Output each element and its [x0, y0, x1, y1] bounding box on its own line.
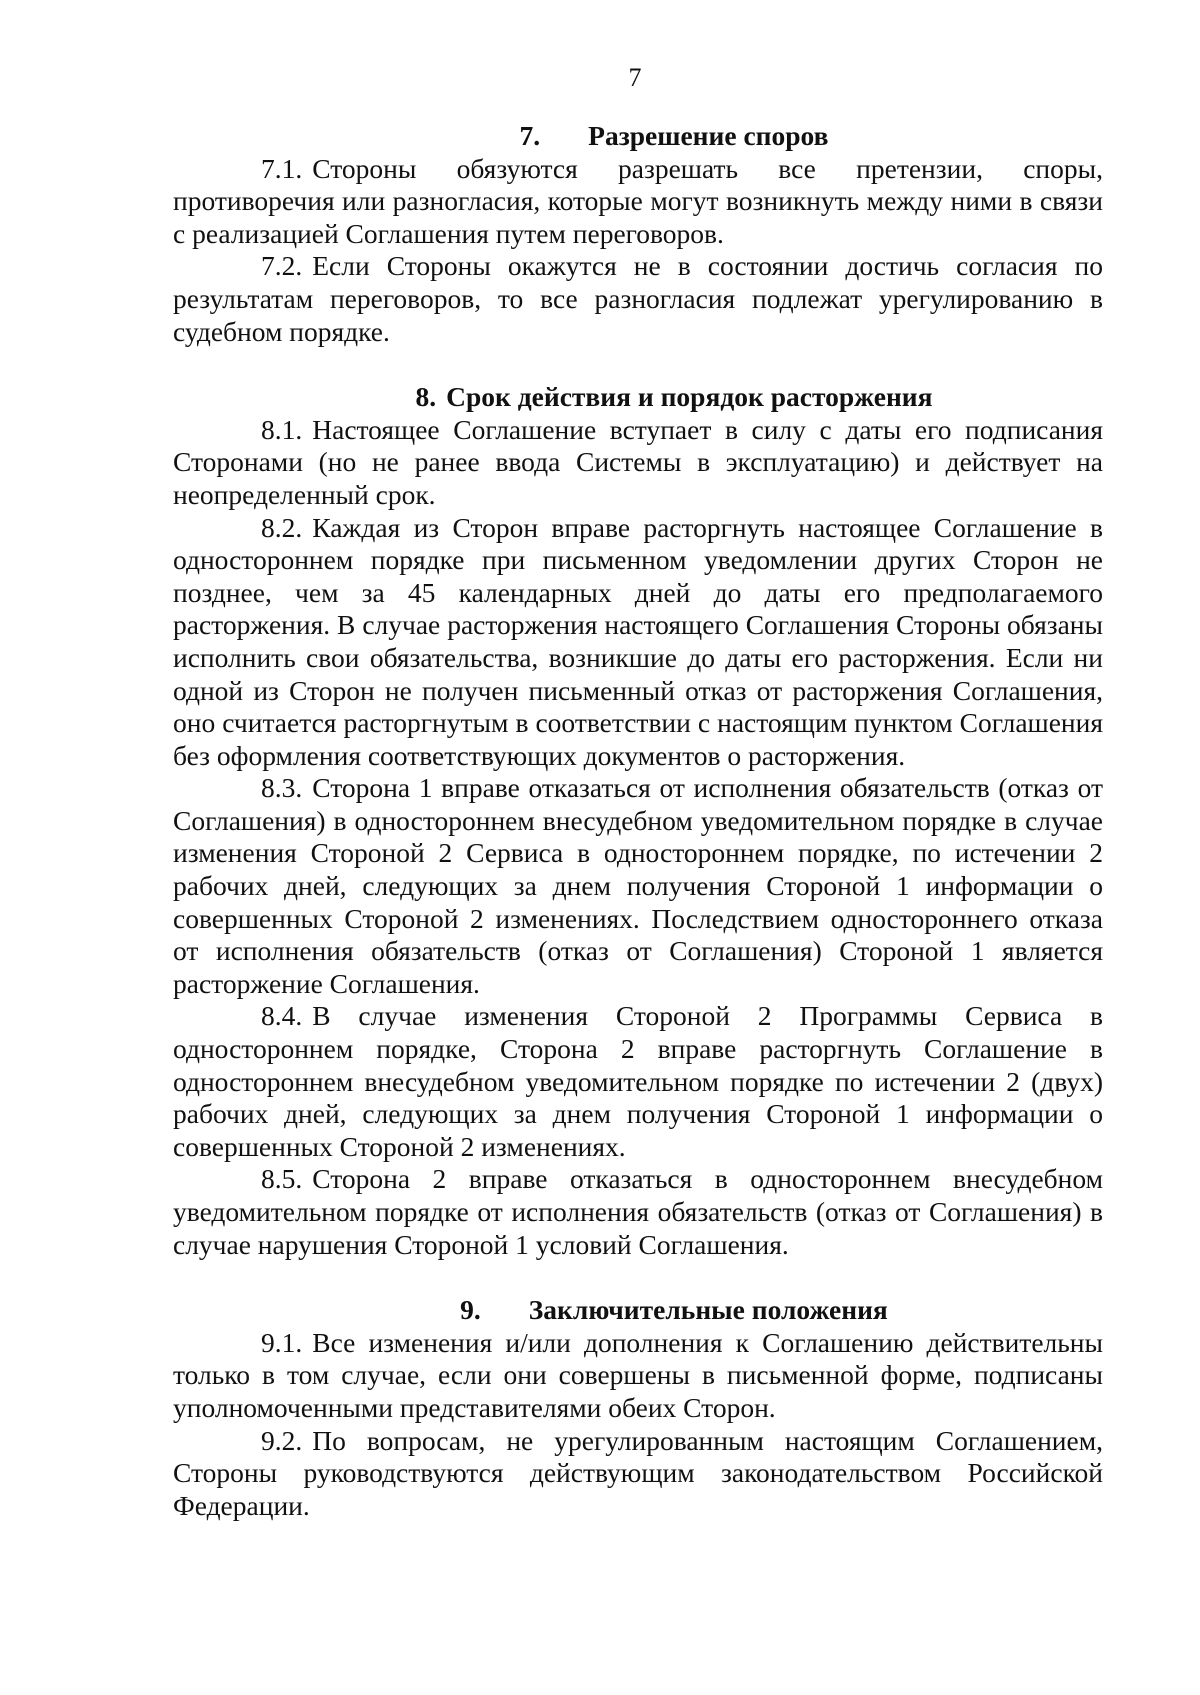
page-number: 7 [628, 63, 642, 92]
clause-8-5 [173, 1163, 1103, 1261]
clause-text: По вопросам, не урегулированным настоящим Соглашением, Стороны руководствуются действующим законодательством Российской Федерации. [173, 1424, 1103, 1521]
clause-text: Настоящее Соглашение вступает в силу с даты его подписания Сторонами (но не ранее ввода Системы в эксплуатацию) и действует на неопределенный срок. [173, 413, 1103, 510]
clause-8-1 [173, 414, 1103, 512]
clause-number: 8.3. [261, 772, 303, 804]
clause-text: Каждая из Сторон вправе расторгнуть настоящее Соглашение в одностороннем порядке при письменном уведомлении других Сторон не позднее, чем за 45 календарных дней до даты его предполагаемого расторжения. В случае расторжения настоящего Соглашения Стороны обязаны исполнить свои обязательства, возникшие до даты его расторжения. Если ни одной из Сторон не получен письменный отказ от расторжения Соглашения, оно считается расторгнутым в соответствии с настоящим пунктом Соглашения без оформления соответствующих документов о расторжения. [173, 511, 1103, 771]
clause-number: 8.2. [261, 511, 303, 543]
clause-8-4 [173, 1000, 1103, 1163]
clause-7-2 [173, 250, 1103, 348]
clause-number: 8.1. [261, 413, 303, 445]
section-number: 7. [519, 120, 541, 151]
section-heading-9 [173, 1294, 1103, 1327]
clause-text: Все изменения и/или дополнения к Соглашению действительны только в том случае, если они совершены в письменной форме, подписаны уполномоченными представителями обеих Сторон. [173, 1326, 1103, 1423]
clause-number: 8.4. [261, 1000, 303, 1032]
clause-text: Стороны обязуются разрешать все претензии, споры, противоречия или разногласия, которые могут возникнуть между ними в связи с реализацией Соглашения путем переговоров. [173, 152, 1103, 249]
clause-9-2 [173, 1425, 1103, 1523]
section-number: 8. [415, 381, 437, 413]
clause-number: 8.5. [261, 1163, 303, 1195]
section-title: Заключительные положения [528, 1294, 888, 1326]
clause-7-1 [173, 153, 1103, 251]
clause-text: Если Стороны окажутся не в состоянии достичь согласия по результатам переговоров, то все разногласия подлежат урегулированию в судебном порядке. [173, 250, 1103, 347]
clause-text: В случае изменения Стороной 2 Программы Сервиса в одностороннем порядке, Сторона 2 вправе расторгнуть Соглашение в одностороннем внесудебном уведомительном порядке по истечении 2 (двух) рабочих дней, следующих за днем получения Стороной 1 информации о совершенных Стороной 2 изменениях. [173, 1000, 1103, 1162]
section-heading-7 [173, 120, 1103, 153]
section-number: 9. [460, 1294, 481, 1326]
section-title: Срок действия и порядок расторжения [446, 381, 933, 413]
clause-text: Сторона 1 вправе отказаться от исполнения обязательств (отказ от Соглашения) в одностороннем внесудебном уведомительном порядке в случае изменения Стороной 2 Сервиса в одностороннем порядке, по истечении 2 рабочих дней, следующих за днем получения Стороной 1 информации о совершенных Стороной 2 изменениях. Последствием одностороннего отказа от исполнения обязательств (отказ от Соглашения) Стороной 1 является расторжение Соглашения. [173, 772, 1103, 999]
clause-number: 9.2. [261, 1424, 303, 1456]
clause-number: 7.2. [261, 250, 303, 282]
clause-9-1 [173, 1327, 1103, 1425]
clause-8-3 [173, 772, 1103, 1000]
clause-number: 9.1. [261, 1326, 303, 1358]
clause-8-2 [173, 512, 1103, 773]
document-body [173, 120, 1103, 1522]
section-title: Разрешение споров [588, 120, 829, 151]
clause-text: Сторона 2 вправе отказаться в одностороннем внесудебном уведомительном порядке от исполнения обязательств (отказ от Соглашения) в случае нарушения Стороной 1 условий Соглашения. [173, 1163, 1103, 1260]
section-heading-8 [173, 381, 1103, 414]
clause-number: 7.1. [261, 152, 303, 184]
